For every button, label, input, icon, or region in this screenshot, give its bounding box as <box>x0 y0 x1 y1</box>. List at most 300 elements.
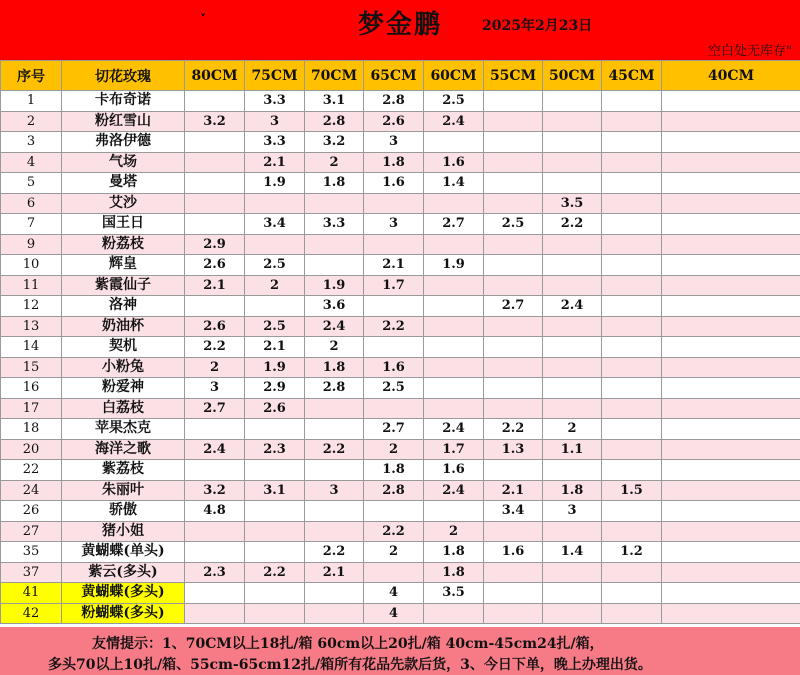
price-cell: 2.2 <box>245 562 305 583</box>
price-cell <box>305 255 364 276</box>
price-cell: 2.2 <box>185 337 245 358</box>
column-header: 50CM <box>543 61 602 91</box>
table-row <box>1 398 800 419</box>
price-cell <box>364 337 424 358</box>
table-row <box>1 275 800 296</box>
price-cell <box>662 480 800 501</box>
price-cell <box>484 275 543 296</box>
price-cell: 2 <box>424 521 484 542</box>
price-cell: 2 <box>305 152 364 173</box>
price-cell: 2.2 <box>305 439 364 460</box>
price-cell <box>543 357 602 378</box>
price-cell <box>484 521 543 542</box>
price-cell <box>602 91 662 112</box>
price-cell: 2.5 <box>245 255 305 276</box>
price-cell: 2.7 <box>185 398 245 419</box>
price-cell <box>305 521 364 542</box>
price-cell <box>185 419 245 440</box>
rose-variety-name: 紫荔枝 <box>62 460 185 481</box>
price-cell <box>424 378 484 399</box>
price-cell: 2.8 <box>305 111 364 132</box>
price-cell <box>662 91 800 112</box>
price-cell: 1.5 <box>602 480 662 501</box>
price-cell <box>364 562 424 583</box>
row-number: 37 <box>1 562 62 583</box>
price-cell <box>424 234 484 255</box>
header-mark: ˅ <box>200 12 206 26</box>
rose-variety-name: 紫云(多头) <box>62 562 185 583</box>
price-cell <box>662 152 800 173</box>
price-cell <box>602 255 662 276</box>
price-cell <box>662 603 800 624</box>
price-cell <box>185 173 245 194</box>
price-cell: 2.7 <box>484 296 543 317</box>
column-header: 55CM <box>484 61 543 91</box>
price-cell: 1.9 <box>424 255 484 276</box>
price-cell <box>602 337 662 358</box>
row-number: 3 <box>1 132 62 153</box>
price-cell: 2.3 <box>185 562 245 583</box>
column-header: 65CM <box>364 61 424 91</box>
price-cell: 2.5 <box>424 91 484 112</box>
price-cell: 1.9 <box>245 173 305 194</box>
row-number: 2 <box>1 111 62 132</box>
price-cell <box>245 542 305 563</box>
price-cell: 3.2 <box>185 111 245 132</box>
price-cell: 2.4 <box>543 296 602 317</box>
price-cell: 2.7 <box>424 214 484 235</box>
table-row <box>1 439 800 460</box>
page-title: 梦金鹏 <box>357 10 442 40</box>
price-cell <box>484 152 543 173</box>
price-cell <box>543 562 602 583</box>
rose-variety-name: 奶油杯 <box>62 316 185 337</box>
price-cell <box>602 152 662 173</box>
price-cell: 2.6 <box>185 316 245 337</box>
price-cell: 2.3 <box>245 439 305 460</box>
row-number: 18 <box>1 419 62 440</box>
price-cell: 3.5 <box>424 583 484 604</box>
price-cell: 2.1 <box>364 255 424 276</box>
price-cell: 2.6 <box>245 398 305 419</box>
price-cell: 2.5 <box>245 316 305 337</box>
table-row <box>1 542 800 563</box>
price-cell: 4 <box>364 603 424 624</box>
rose-variety-name: 气场 <box>62 152 185 173</box>
price-cell <box>662 521 800 542</box>
rose-variety-name: 艾沙 <box>62 193 185 214</box>
price-cell <box>602 214 662 235</box>
price-cell: 2 <box>305 337 364 358</box>
price-cell <box>245 193 305 214</box>
price-cell: 2.1 <box>484 480 543 501</box>
price-cell: 3.6 <box>305 296 364 317</box>
price-cell <box>602 275 662 296</box>
price-cell <box>185 460 245 481</box>
price-cell: 1.4 <box>543 542 602 563</box>
price-cell <box>602 398 662 419</box>
price-cell: 2.4 <box>305 316 364 337</box>
price-cell <box>484 562 543 583</box>
price-cell <box>424 296 484 317</box>
price-cell: 1.7 <box>424 439 484 460</box>
price-cell: 2.6 <box>364 111 424 132</box>
price-cell <box>662 439 800 460</box>
price-cell: 1.8 <box>364 460 424 481</box>
price-cell <box>484 193 543 214</box>
price-cell <box>305 583 364 604</box>
price-cell <box>662 419 800 440</box>
rose-variety-name: 黄蝴蝶(多头) <box>62 583 185 604</box>
price-cell: 2.1 <box>305 562 364 583</box>
price-cell: 1.9 <box>305 275 364 296</box>
price-cell <box>305 419 364 440</box>
column-header-row <box>1 61 800 91</box>
row-number: 16 <box>1 378 62 399</box>
price-cell: 1.8 <box>424 562 484 583</box>
row-number: 26 <box>1 501 62 522</box>
price-cell <box>602 460 662 481</box>
price-cell <box>662 398 800 419</box>
price-cell: 1.2 <box>602 542 662 563</box>
rose-variety-name: 小粉兔 <box>62 357 185 378</box>
price-cell <box>484 173 543 194</box>
price-cell <box>364 234 424 255</box>
price-cell: 3.5 <box>543 193 602 214</box>
stock-note: 空白处无库存" <box>708 44 792 59</box>
price-cell <box>245 603 305 624</box>
rose-variety-name: 粉红雪山 <box>62 111 185 132</box>
price-cell <box>543 152 602 173</box>
row-number: 27 <box>1 521 62 542</box>
price-cell <box>484 255 543 276</box>
price-cell <box>662 132 800 153</box>
row-number: 35 <box>1 542 62 563</box>
rose-variety-name: 契机 <box>62 337 185 358</box>
price-cell <box>484 132 543 153</box>
price-cell <box>185 521 245 542</box>
price-cell: 2.2 <box>364 316 424 337</box>
row-number: 17 <box>1 398 62 419</box>
price-cell: 2.1 <box>245 152 305 173</box>
price-cell: 1.3 <box>484 439 543 460</box>
table-row <box>1 214 800 235</box>
price-cell <box>364 398 424 419</box>
price-cell <box>305 234 364 255</box>
price-cell: 3.2 <box>185 480 245 501</box>
table-row <box>1 419 800 440</box>
rose-variety-name: 朱丽叶 <box>62 480 185 501</box>
rose-variety-name: 黄蝴蝶(单头) <box>62 542 185 563</box>
table-row <box>1 378 800 399</box>
price-cell: 2.9 <box>245 378 305 399</box>
column-header: 序号 <box>1 61 62 91</box>
price-cell <box>424 193 484 214</box>
price-cell <box>662 214 800 235</box>
column-header: 75CM <box>245 61 305 91</box>
column-header: 70CM <box>305 61 364 91</box>
price-cell <box>484 337 543 358</box>
price-cell <box>484 583 543 604</box>
row-number: 1 <box>1 91 62 112</box>
rose-variety-name: 白荔枝 <box>62 398 185 419</box>
rose-variety-name: 紫霞仙子 <box>62 275 185 296</box>
rose-variety-name: 海洋之歌 <box>62 439 185 460</box>
rose-variety-name: 苹果杰克 <box>62 419 185 440</box>
price-cell <box>602 173 662 194</box>
price-cell <box>543 111 602 132</box>
price-cell <box>662 542 800 563</box>
price-cell <box>602 296 662 317</box>
price-cell <box>662 234 800 255</box>
price-cell <box>543 234 602 255</box>
price-cell: 2.4 <box>424 419 484 440</box>
price-cell <box>424 357 484 378</box>
price-cell: 2.5 <box>484 214 543 235</box>
rose-variety-name: 卡布奇诺 <box>62 91 185 112</box>
price-cell <box>364 193 424 214</box>
table-row <box>1 173 800 194</box>
table-row <box>1 501 800 522</box>
table-row <box>1 91 800 112</box>
price-cell: 2.4 <box>424 480 484 501</box>
price-cell: 2 <box>543 419 602 440</box>
price-cell: 2.2 <box>484 419 543 440</box>
price-cell: 3.3 <box>305 214 364 235</box>
rose-variety-name: 弗洛伊德 <box>62 132 185 153</box>
price-cell: 1.8 <box>305 357 364 378</box>
price-cell <box>602 132 662 153</box>
rose-variety-name: 粉蝴蝶(多头) <box>62 603 185 624</box>
price-cell <box>543 255 602 276</box>
price-cell: 1.7 <box>364 275 424 296</box>
rose-variety-name: 辉皇 <box>62 255 185 276</box>
price-cell <box>364 501 424 522</box>
price-cell <box>484 357 543 378</box>
rose-variety-name: 粉爱神 <box>62 378 185 399</box>
table-row <box>1 234 800 255</box>
price-cell <box>424 316 484 337</box>
footer-line-2: 多头70以上10扎/箱、55cm-65cm12扎/箱所有花品先款后货，3、今日下单，晚上办理出货。 <box>48 657 652 673</box>
table-body <box>1 91 800 624</box>
price-cell <box>662 562 800 583</box>
price-cell <box>245 460 305 481</box>
price-cell <box>305 603 364 624</box>
table-row <box>1 521 800 542</box>
table-row <box>1 152 800 173</box>
row-number: 13 <box>1 316 62 337</box>
price-cell: 1.6 <box>364 357 424 378</box>
table-row <box>1 296 800 317</box>
price-cell <box>662 173 800 194</box>
price-cell <box>602 419 662 440</box>
price-cell: 2.4 <box>424 111 484 132</box>
price-cell: 3.2 <box>305 132 364 153</box>
price-cell <box>364 296 424 317</box>
price-cell <box>662 275 800 296</box>
footer-line-1: 友情提示：1、70CM以上18扎/箱 60cm以上20扎/箱 40cm-45cm24扎/箱， <box>92 636 604 652</box>
price-cell <box>305 398 364 419</box>
table-row <box>1 357 800 378</box>
price-cell <box>662 193 800 214</box>
price-cell <box>602 501 662 522</box>
price-cell <box>305 501 364 522</box>
header-banner <box>0 0 800 60</box>
price-cell: 2.1 <box>185 275 245 296</box>
price-cell <box>543 337 602 358</box>
price-cell: 2.5 <box>364 378 424 399</box>
price-cell: 2.8 <box>364 91 424 112</box>
price-cell <box>602 583 662 604</box>
price-cell <box>602 439 662 460</box>
rose-variety-name: 猪小姐 <box>62 521 185 542</box>
price-cell <box>662 501 800 522</box>
price-cell: 3.3 <box>245 132 305 153</box>
price-cell: 3.1 <box>245 480 305 501</box>
table-row <box>1 460 800 481</box>
column-header: 40CM <box>662 61 800 91</box>
price-cell <box>662 111 800 132</box>
price-cell <box>424 398 484 419</box>
column-header: 60CM <box>424 61 484 91</box>
table-row <box>1 111 800 132</box>
price-cell: 2.8 <box>364 480 424 501</box>
price-cell: 1.4 <box>424 173 484 194</box>
price-cell: 3.1 <box>305 91 364 112</box>
price-cell <box>543 132 602 153</box>
price-cell: 3.3 <box>245 91 305 112</box>
price-cell <box>543 91 602 112</box>
price-cell: 1.8 <box>543 480 602 501</box>
table-row <box>1 255 800 276</box>
table-row <box>1 193 800 214</box>
price-cell <box>484 603 543 624</box>
price-cell: 1.6 <box>484 542 543 563</box>
table-row <box>1 316 800 337</box>
rose-variety-name: 骄傲 <box>62 501 185 522</box>
column-header: 切花玫瑰 <box>62 61 185 91</box>
price-cell <box>602 603 662 624</box>
price-cell <box>543 460 602 481</box>
price-cell <box>543 316 602 337</box>
price-cell <box>602 316 662 337</box>
price-cell <box>305 460 364 481</box>
price-cell <box>245 296 305 317</box>
column-header: 80CM <box>185 61 245 91</box>
row-number: 20 <box>1 439 62 460</box>
row-number: 4 <box>1 152 62 173</box>
table-row <box>1 132 800 153</box>
price-cell: 2 <box>364 439 424 460</box>
price-cell <box>602 521 662 542</box>
price-cell: 3.4 <box>245 214 305 235</box>
price-cell: 1.6 <box>424 152 484 173</box>
price-cell <box>484 234 543 255</box>
price-cell: 1.9 <box>245 357 305 378</box>
price-cell <box>662 357 800 378</box>
price-cell <box>245 501 305 522</box>
price-cell <box>662 337 800 358</box>
price-cell <box>484 316 543 337</box>
column-header: 45CM <box>602 61 662 91</box>
row-number: 24 <box>1 480 62 501</box>
price-cell: 1.8 <box>424 542 484 563</box>
price-cell: 1.8 <box>364 152 424 173</box>
price-cell: 2.1 <box>245 337 305 358</box>
row-number: 12 <box>1 296 62 317</box>
price-cell <box>185 603 245 624</box>
price-cell <box>543 398 602 419</box>
price-cell <box>602 193 662 214</box>
rose-variety-name: 粉荔枝 <box>62 234 185 255</box>
price-cell <box>185 296 245 317</box>
rose-variety-name: 曼塔 <box>62 173 185 194</box>
price-cell: 1.1 <box>543 439 602 460</box>
price-cell <box>543 583 602 604</box>
price-table <box>0 60 800 624</box>
price-cell: 2.2 <box>364 521 424 542</box>
price-cell <box>662 378 800 399</box>
price-cell: 3.4 <box>484 501 543 522</box>
price-cell <box>484 460 543 481</box>
price-cell: 2.6 <box>185 255 245 276</box>
price-cell <box>185 91 245 112</box>
date-label: 2025年2月23日 <box>482 18 593 34</box>
price-cell <box>662 316 800 337</box>
table-row <box>1 583 800 604</box>
price-cell <box>424 603 484 624</box>
price-cell: 2.4 <box>185 439 245 460</box>
price-cell <box>245 521 305 542</box>
price-cell <box>424 501 484 522</box>
price-cell <box>602 357 662 378</box>
row-number: 15 <box>1 357 62 378</box>
price-cell: 1.6 <box>364 173 424 194</box>
price-cell <box>543 173 602 194</box>
row-number: 42 <box>1 603 62 624</box>
price-cell <box>245 419 305 440</box>
price-cell <box>484 91 543 112</box>
price-cell <box>543 378 602 399</box>
price-cell <box>662 255 800 276</box>
table-row <box>1 562 800 583</box>
row-number: 9 <box>1 234 62 255</box>
price-cell <box>245 234 305 255</box>
price-cell <box>602 111 662 132</box>
rose-variety-name: 洛神 <box>62 296 185 317</box>
price-cell: 3 <box>185 378 245 399</box>
table-row <box>1 480 800 501</box>
price-cell <box>484 398 543 419</box>
price-cell <box>662 296 800 317</box>
price-cell <box>484 378 543 399</box>
price-cell <box>424 132 484 153</box>
price-cell: 2.2 <box>543 214 602 235</box>
price-cell <box>662 583 800 604</box>
price-cell: 3 <box>245 111 305 132</box>
price-cell <box>602 378 662 399</box>
price-cell <box>543 603 602 624</box>
price-cell <box>543 521 602 542</box>
table-row <box>1 337 800 358</box>
table-row <box>1 603 800 624</box>
price-cell <box>602 234 662 255</box>
price-cell <box>185 152 245 173</box>
price-cell <box>662 460 800 481</box>
price-cell <box>185 132 245 153</box>
price-cell: 2.8 <box>305 378 364 399</box>
footer-notice <box>0 627 800 675</box>
